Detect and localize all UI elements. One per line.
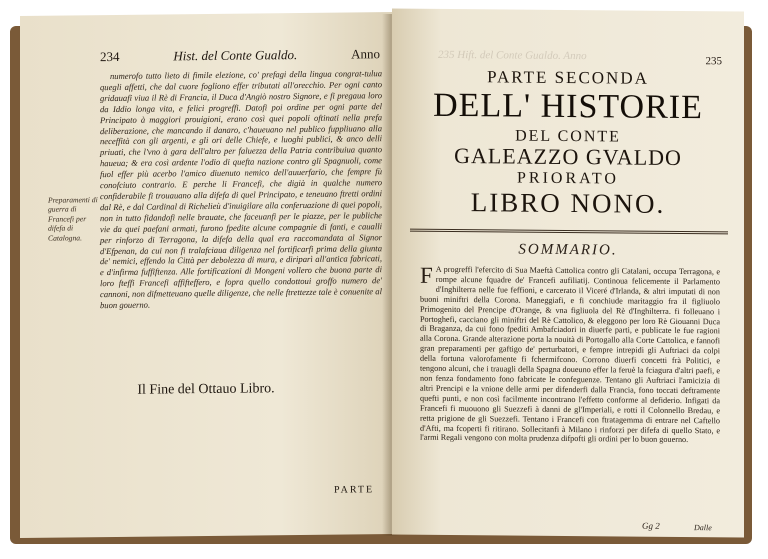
book-end-line: Il Fine del Ottauo Libro.: [137, 381, 275, 398]
left-catchword: PARTE: [334, 484, 375, 496]
left-running-title: Hist. del Conte Gualdo.: [173, 47, 298, 64]
drop-cap: F: [420, 262, 433, 288]
bleed-through-text: 235 Hift. del Conte Gualdo. Anno: [438, 48, 587, 63]
signature-mark: Gg 2: [642, 520, 660, 531]
author-name: GALEAZZO GVALDO: [454, 143, 682, 170]
title-line-3: DEL CONTE: [515, 127, 621, 146]
left-body-text: [100, 68, 382, 311]
open-book: [10, 8, 758, 548]
part-heading: PARTE SECONDA: [487, 67, 649, 88]
right-catchword: Dalle: [694, 523, 712, 533]
left-page-number: 234: [100, 48, 120, 65]
book-number-heading: LIBRO NONO.: [470, 187, 666, 219]
summary-text: [420, 262, 720, 446]
left-header-catchword: Anno: [351, 46, 380, 62]
left-body-paragraph: numerofo tutto lieto di fimile elezione, co' prefagi della lingua congrat-tulua quegli affetti, che dal cuore fogliono effer tributati all'orecchio. Per ogni canto gridauafi viua il Rè di Francia, il Duca d'Angiò nostro Signore, e fi pregaua loro da Iddio longa vita, e felici progreffi. Datofi poi ordine per ogni parte del Principato à maggiori prouigioni, erano così quei popoli oftinati nella prefa deliberazione, che mancando il danaro, c'haueuano nel publico fuppliuano alla neceffità con gli argenti, e gli ori delle Chiefe, e luoghi publici, & anco delli priuati, che l'vno à gara dell'altro per faluezza della Patria contribuiua quanto haueua; & era così ardente l'odio di quefta nazione contro gli Spagnuoli, come fuol effer più acerbo l'amico diuenuto nemico dell'auuerfario, che fempre fù conofciuto contrario. E perche li Francefi, che digià in qualche numero confiderabile fi trouauano alla difefa di quel Principato, e teneuano ftretti ordini dal Rè, e dal Cardinal di Richelieù d'inuigilare alla conferuazione di quei popoli, non in tutto fidandofi nelle brauate, che faceuanfi per le piazze, per le publiche vie da quei paefani armati, furono fpedite alcune compagnie di fanti, e caualli per rinforzo di Terragona, la difefa della qual era raccomandata al Signor d'Efpenan, da cui non fi tralafciaua diligenza nel fortificarfi prima della giunta de' nemici, effendo la Città per debolezza di mura, e diriparì all'antica fabricati, e d'infirma fuffiftenza. Alle fortificazioni di Mongeni vollero che buona parte di loro fteffi Francefi affifteffero, e fopra quello condottoui groffo numero de' cannoni, non difmetteuano quelle diligenze, che nelle ftrettezze tale è conuenite al buon gouerno.: [100, 68, 382, 311]
main-title: DELL' HISTORIE: [433, 86, 703, 127]
margin-note: Preparamenti di guerra di Francefi per difefa di Catalogna.: [48, 195, 98, 243]
right-page-number: 235: [705, 55, 722, 68]
right-page: [392, 8, 744, 537]
summary-heading: SOMMARIO.: [518, 241, 618, 259]
summary-body: A progreffi l'efercito di Sua Maeftà Cattolica contro gli Catalani, occupa Terragona, e rompe alcune fquadre de' Francefi aufiliatij. Continoua felicemente il Parlamento d'Inghilterra nelle fue feffioni, e carcerato il Viceré d'Irlanda, & altri imputati di non buoni miniftri della Corona. Maneggiafi, e fi conchiude maritaggio fra il figliuolo Primogenito del Prencipe d'Orange, & vna figliuola del Rè d'Inghilterra. fi folleuano i Portoghefi, cacciano gli miniftri del Rè Cattolico, & eleggono per loro Rè Giouanni Duca di Braganza, da cui fono fpediti Ambafciadori in diuerfe parti, e publicate le fue ragioni alla Corona. Grande alterazione porta la nouità di Portogallo alla Corte Cattolica, e fannofi gran preparamenti per gaftigo de' perturbatori, e fempre intrepidi gli Auftriaci da colpi della fortuna valorofamente fi fchermifcono. Corrono diuerfi concetti frà Politici, e tengono alcuni, che i trauagli della Spagna doueuno effer la feruè la fciagura d'altri paefi, e non fenza fondamento fono fabricate le confeguenze. Tentano gli Auftriaci l'amicizia di altri Prencipi e la vnione delle armi per difenderfi dalla Francia, fono toccati deftramente quefti punti, e non così facilmente incontrano l'effetto conforme al defiderio. Infigati da Francefi fi muouono gli Suezzefi à danni de gl'Imperiali, e rotti il Colonnello Bredau, e retta prigione de gli Suezzefi. Tentano i Francefi con ftratagemma di entrare nel Caftello d'Afti, ma fcoperti fi ritirano. Sollecitanfi à Milano i rinforzi per difefa di quello Stato, e l'armi Regali vengono con molta prudenza difpofti gli ordini per lo buon gouerno.: [420, 264, 720, 445]
left-page: [20, 12, 392, 538]
title-line-5: PRIORATO: [517, 169, 619, 188]
left-running-head: [100, 46, 380, 65]
